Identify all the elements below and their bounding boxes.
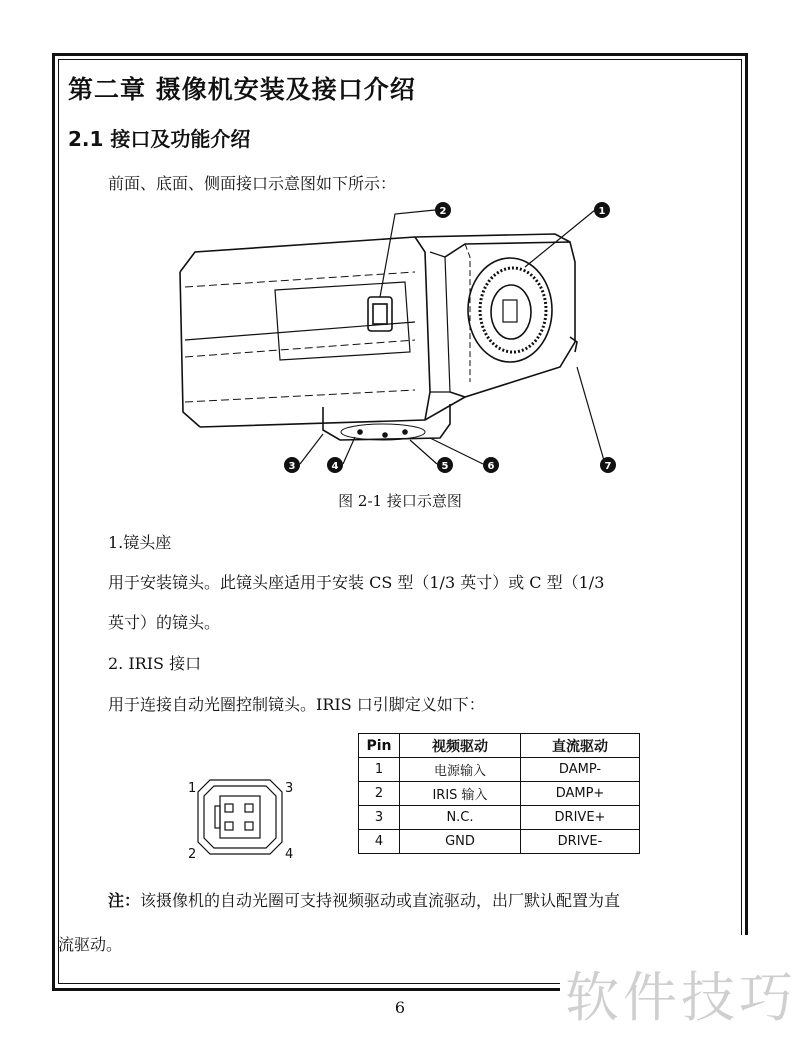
table-row: [359, 758, 640, 782]
table-header: Pin: [359, 734, 400, 758]
pin-label-2: 2: [188, 847, 197, 862]
callout-4-marker: [327, 457, 343, 473]
pin-label-3: 3: [285, 781, 294, 796]
callout-2-marker: [435, 202, 451, 218]
table-cell: 2: [359, 782, 400, 806]
table-cell: DRIVE-: [521, 830, 640, 854]
table-row: [359, 782, 640, 806]
svg-text:4: 4: [331, 461, 339, 472]
table-header-row: [359, 734, 640, 758]
note-text: 该摄像机的自动光圈可支持视频驱动或直流驱动，出厂默认配置为直: [140, 891, 621, 910]
note-line2: 流驱动。: [58, 935, 123, 954]
watermark: 软件技巧: [565, 966, 797, 1029]
chapter-title: 第二章 摄像机安装及接口介绍: [68, 75, 416, 104]
svg-text:2: 2: [439, 206, 447, 217]
note-line1: [108, 888, 620, 911]
intro-text: 前面、底面、侧面接口示意图如下所示：: [108, 174, 397, 193]
callout-7-marker: [600, 457, 616, 473]
table-cell: 1: [359, 758, 400, 782]
table-cell: 电源输入: [400, 758, 521, 782]
table-header: 直流驱动: [521, 734, 640, 758]
table-cell: N.C.: [400, 806, 521, 830]
table-cell: GND: [400, 830, 521, 854]
table-cell: 4: [359, 830, 400, 854]
svg-text:7: 7: [604, 461, 612, 472]
pin-label-4: 4: [285, 847, 294, 862]
camera-interface-figure: [165, 192, 635, 482]
svg-text:6: 6: [487, 461, 495, 472]
item-1-text-line2: 英寸）的镜头。: [108, 613, 221, 632]
svg-text:1: 1: [598, 206, 606, 217]
page-number: 6: [394, 998, 406, 1017]
svg-text:5: 5: [441, 461, 449, 472]
item-1-heading: 1.镜头座: [108, 533, 172, 552]
item-2-heading: 2. IRIS 接口: [108, 654, 202, 673]
item-1-text-line1: 用于安装镜头。此镜头座适用于安装 CS 型（1/3 英寸）或 C 型（1/3: [108, 573, 605, 592]
figure-caption: 图 2-1 接口示意图: [338, 492, 462, 510]
table-row: [359, 806, 640, 830]
callout-5-marker: [437, 457, 453, 473]
svg-text:3: 3: [288, 461, 296, 472]
section-title: 2.1 接口及功能介绍: [68, 127, 251, 151]
table-cell: DAMP-: [521, 758, 640, 782]
note-label: 注：: [108, 891, 141, 910]
iris-pin-table: [358, 733, 640, 854]
table-cell: 3: [359, 806, 400, 830]
callout-1-marker: [594, 202, 610, 218]
table-cell: DRIVE+: [521, 806, 640, 830]
table-header: 视频驱动: [400, 734, 521, 758]
callout-6-marker: [483, 457, 499, 473]
table-row: [359, 830, 640, 854]
table-cell: IRIS 输入: [400, 782, 521, 806]
item-2-text-line1: 用于连接自动光圈控制镜头。IRIS 口引脚定义如下：: [108, 695, 485, 714]
pin-label-1: 1: [188, 781, 197, 796]
table-cell: DAMP+: [521, 782, 640, 806]
iris-pin-diagram: [185, 770, 300, 865]
callout-3-marker: [284, 457, 300, 473]
